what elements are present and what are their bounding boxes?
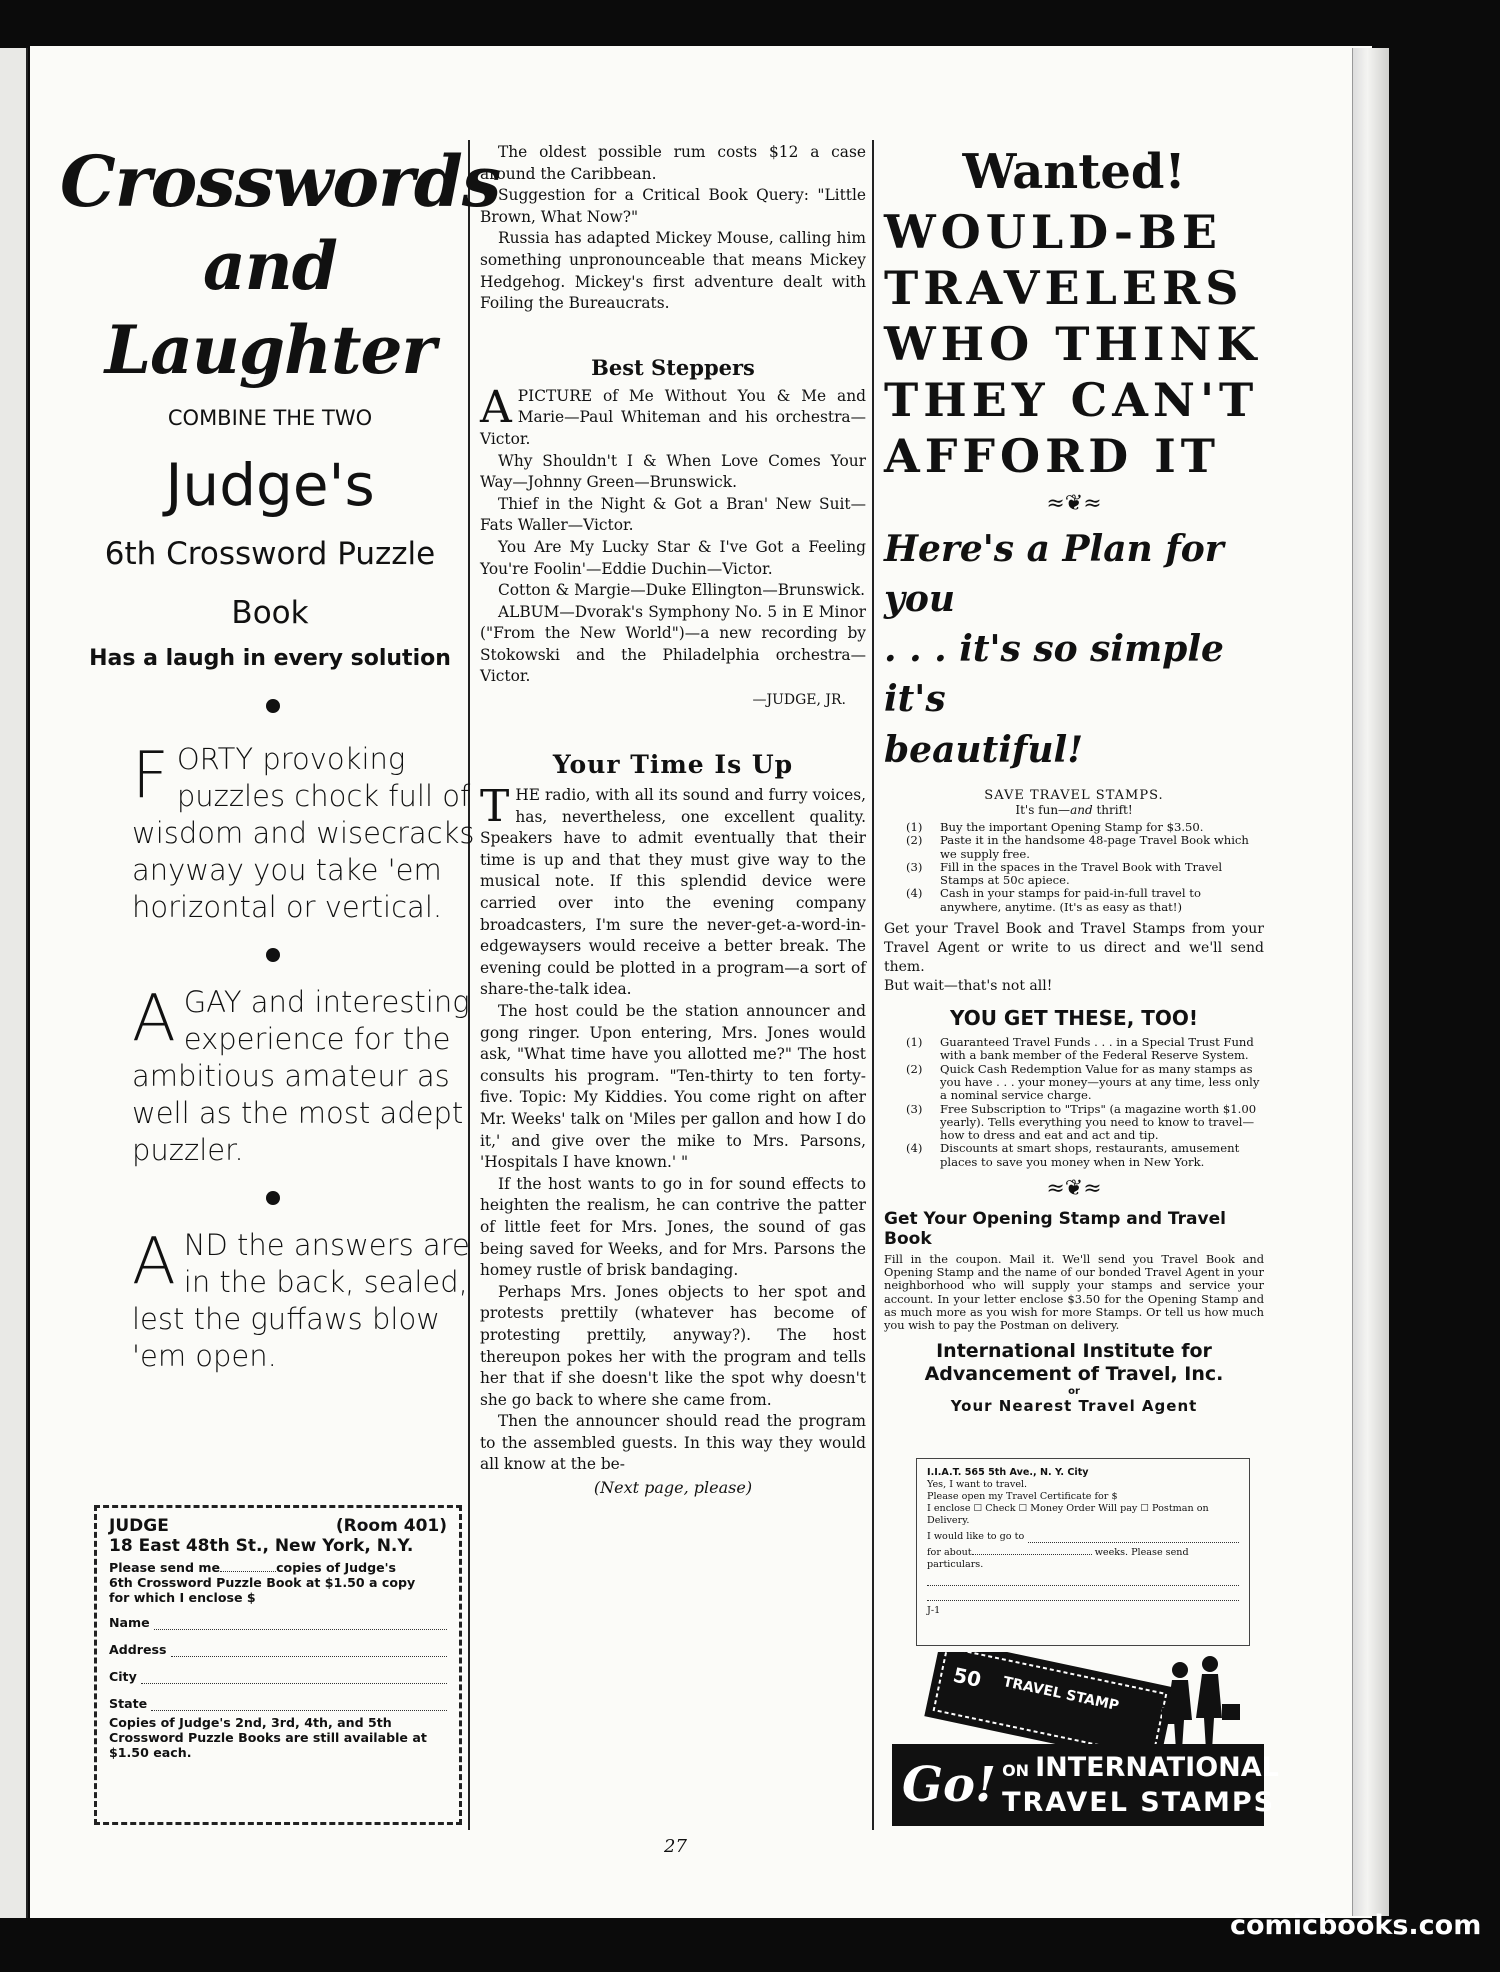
field-line bbox=[972, 1554, 1092, 1555]
field-line bbox=[154, 1615, 447, 1630]
coupon-company: JUDGE bbox=[109, 1516, 169, 1536]
field-label: weeks. Please send particulars. bbox=[927, 1547, 1189, 1570]
time-text: HE radio, with all its sound and furry voices, has, nevertheless, one excellent quality. Speakers have to admit eventually that their time is up and that they must give way to the musical note. If this splendid device were carried over into the evening company broadcasters, I'm sure the never-get-a-word-in-edgewaysers would receive a better break. The evening could be plotted in a program—a sort of share-the-talk idea. bbox=[480, 786, 866, 999]
drop-cap: A bbox=[132, 1225, 176, 1299]
travel-coupon-line: I enclose ☐ Check ☐ Money Order Will pay ☐ Postman on Delivery. bbox=[927, 1503, 1209, 1526]
bullet-2 bbox=[266, 948, 280, 962]
time-paragraph: The host could be the station announcer and gong ringer. Upon entering, Mrs. Jones would ask, "What time have you allotted me?" The host consults his program. "Ten-thirty to ten forty-five. Topic: My Kiddies. You come right on after Mr. Weeks' talk on 'Miles per gallon and how I do it,' and give over the mike to Mrs. Parsons, 'Hospitals I have known.' " bbox=[480, 1002, 866, 1172]
headline-line: THEY CAN'T bbox=[884, 373, 1259, 427]
blank-line bbox=[927, 1571, 1239, 1586]
benefit-number: (4) bbox=[906, 1141, 923, 1156]
ad-title-line-2: and bbox=[203, 227, 337, 305]
field-line bbox=[151, 1696, 447, 1711]
benefit-item bbox=[906, 1103, 1264, 1143]
column-rule-right bbox=[872, 140, 874, 1830]
benefits-list bbox=[906, 1036, 1264, 1169]
duration-field[interactable] bbox=[927, 1547, 1239, 1571]
stepper-item: You Are My Lucky Star & I've Got a Feeling You're Foolin'—Eddie Duchin—Victor. bbox=[480, 537, 866, 578]
drop-cap: F bbox=[132, 739, 169, 813]
travel-stamps-banner bbox=[892, 1744, 1279, 1826]
paragraph-gay bbox=[132, 984, 487, 1169]
coupon-room: (Room 401) bbox=[335, 1516, 447, 1536]
benefit-text: Guaranteed Travel Funds . . . in a Special Trust Fund with a bank member of the Federal Reserve System. bbox=[940, 1035, 1254, 1063]
step-item bbox=[906, 861, 1264, 888]
step-text: Paste it in the handsome 48-page Travel Book which we supply free. bbox=[940, 833, 1249, 861]
steppers-heading: Best Steppers bbox=[591, 354, 755, 380]
headline bbox=[884, 204, 1264, 484]
steps-list bbox=[906, 821, 1264, 914]
banner-international: INTERNATIONAL bbox=[1035, 1751, 1279, 1783]
field-label: I would like to go to bbox=[927, 1531, 1025, 1542]
instruction-part: for which I enclose $ bbox=[109, 1590, 256, 1605]
ad-title-line-1: Crosswords bbox=[60, 140, 501, 223]
coupon-footer: Copies of Judge's 2nd, 3rd, 4th, and 5th Crossword Puzzle Books are still available at $1.50 each. bbox=[109, 1715, 427, 1760]
ornament-icon: ≈❦≈ bbox=[1046, 1176, 1102, 1202]
step-text: Fill in the spaces in the Travel Book with Travel Stamps at 50c apiece. bbox=[940, 859, 1223, 888]
plan-line-3: beautiful! bbox=[884, 729, 1084, 771]
field-line bbox=[1028, 1531, 1239, 1543]
benefit-text: Quick Cash Redemption Value for as many stamps as you have . . . your money—yours at any time, less only a nominal service charge. bbox=[940, 1061, 1260, 1103]
agent-text: Your Nearest Travel Agent bbox=[950, 1397, 1198, 1416]
instruction-part: 6th Crossword Puzzle Book at $1.50 a copy bbox=[109, 1575, 416, 1590]
travelers-icon bbox=[1162, 1656, 1240, 1750]
watermark: comicbooks.com bbox=[1230, 1910, 1482, 1941]
judge-order-coupon[interactable] bbox=[94, 1505, 462, 1825]
benefit-number: (2) bbox=[906, 1061, 923, 1076]
blank-line bbox=[927, 1586, 1239, 1601]
city-field[interactable] bbox=[109, 1669, 447, 1684]
travel-coupon-code: J-1 bbox=[927, 1605, 941, 1616]
wanted-heading: Wanted! bbox=[962, 144, 1186, 200]
drop-cap: T bbox=[480, 781, 510, 833]
benefit-text: Discounts at smart shops, restaurants, amusement places to save you money when in New York. bbox=[940, 1141, 1240, 1169]
step-text: Cash in your stamps for paid-in-full travel to anywhere, anytime. (It's as easy as that!) bbox=[940, 886, 1201, 914]
stepper-text: PICTURE of Me Without You & Me and Marie—Paul Whiteman and his orchestra—Victor. bbox=[480, 386, 866, 448]
banner-line-2: TRAVEL STAMPS bbox=[1002, 1786, 1276, 1818]
plan-line-2: . . . it's so simple it's bbox=[884, 628, 1224, 720]
too-heading: YOU GET THESE, TOO! bbox=[949, 1006, 1199, 1031]
time-paragraph: Perhaps Mrs. Jones objects to her spot and protests prettily (whatever has become of protesting prettily, anyway?). The host thereupon pokes her with the program and tells her that if she doesn't like the spot why doesn't she go back to where she came from. bbox=[480, 1282, 866, 1409]
headline-line: TRAVELERS bbox=[884, 261, 1244, 315]
destination-field[interactable] bbox=[927, 1531, 1239, 1543]
field-line bbox=[171, 1642, 447, 1657]
instruction-part: Please send me bbox=[109, 1560, 221, 1575]
coupon-address: 18 East 48th St., New York, N.Y. bbox=[109, 1536, 414, 1556]
time-paragraph bbox=[480, 781, 866, 1001]
travel-coupon[interactable] bbox=[916, 1458, 1250, 1646]
bullet-1 bbox=[266, 699, 280, 713]
banner-line-1 bbox=[1002, 1752, 1279, 1787]
paragraph-text: GAY and interesting experience for the ambitious amateur as well as the most adept puzzler. bbox=[132, 985, 470, 1167]
stamp-icon bbox=[924, 1652, 1175, 1754]
stepper-item bbox=[480, 381, 866, 451]
travel-coupon-address: I.I.A.T. 565 5th Ave., N. Y. City bbox=[927, 1467, 1089, 1478]
paragraph-answers bbox=[132, 1227, 487, 1375]
benefit-text: Free Subscription to "Trips" (a magazine worth $1.00 yearly). Tells everything you need to know to travel—how to dress and eat and act and tip. bbox=[940, 1101, 1257, 1143]
headline-line: AFFORD IT bbox=[884, 429, 1220, 483]
stepper-item: Thief in the Night & Got a Bran' New Suit—Fats Waller—Victor. bbox=[480, 494, 866, 535]
name-field[interactable] bbox=[109, 1615, 447, 1630]
drop-cap: A bbox=[480, 381, 512, 433]
save-subheading bbox=[884, 803, 1264, 817]
state-field[interactable] bbox=[109, 1696, 447, 1711]
time-paragraph: Then the announcer should read the program to the assembled guests. In this way they would all know at the be- bbox=[480, 1412, 866, 1474]
coupon-header bbox=[109, 1516, 447, 1536]
step-item bbox=[906, 834, 1264, 861]
ad-title-line-3: Laughter bbox=[104, 311, 436, 389]
opening-text: Fill in the coupon. Mail it. We'll send you Travel Book and Opening Stamp and the name of our bonded Travel Agent in your neighborhood who will supply your stamps and service your account. In your letter enclose $3.50 for the Opening Stamp and as much more as you wish for more Stamps. Or tell us how much you wish to pay the Postman on delivery. bbox=[884, 1252, 1264, 1333]
stamp-label: TRAVEL STAMP bbox=[1001, 1673, 1121, 1715]
plan-line-1: Here's a Plan for you bbox=[884, 528, 1224, 620]
institute-name-2: Advancement of Travel, Inc. bbox=[924, 1363, 1224, 1386]
step-number: (1) bbox=[906, 820, 923, 834]
or-text: or bbox=[1068, 1386, 1080, 1398]
book-title-line-1: 6th Crossword Puzzle bbox=[104, 536, 436, 572]
next-page-link[interactable]: (Next page, please) bbox=[593, 1478, 753, 1498]
travel-stamp-illustration bbox=[910, 1652, 1266, 1754]
crossword-ad bbox=[60, 140, 501, 1375]
benefit-number: (1) bbox=[906, 1035, 923, 1050]
paragraph-text: ND the answers are in the back, sealed, lest the guffaws blow 'em open. bbox=[132, 1228, 470, 1373]
benefit-item bbox=[906, 1063, 1264, 1103]
intro-item: Russia has adapted Mickey Mouse, calling him something unpronounceable that means Mickey Hedgehog. Mickey's first adventure dealt with Foiling the Bureaucrats. bbox=[480, 229, 866, 313]
paragraph-text: ORTY provoking puzzles chock full of wisdom and wisecracks anyway you take 'em horizontal or vertical. bbox=[132, 742, 475, 924]
combine-text: COMBINE THE TWO bbox=[167, 406, 373, 430]
intro-item: Suggestion for a Critical Book Query: "Little Brown, What Now?" bbox=[480, 186, 866, 226]
stepper-item: Cotton & Margie—Duke Ellington—Brunswick. bbox=[498, 581, 866, 600]
but-wait-text: But wait—that's not all! bbox=[884, 978, 1053, 995]
travel-coupon-line: Yes, I want to travel. bbox=[927, 1479, 1028, 1490]
sub-part: thrift! bbox=[1092, 803, 1133, 817]
stamp-value: 50 bbox=[951, 1662, 984, 1692]
sub-part: It's fun— bbox=[1015, 803, 1071, 817]
book-title-line-2: Book bbox=[231, 595, 309, 631]
step-text: Buy the important Opening Stamp for $3.50. bbox=[940, 820, 1204, 834]
tagline: Has a laugh in every solution bbox=[89, 646, 451, 671]
page-number: 27 bbox=[664, 1836, 687, 1857]
page-edge bbox=[1352, 48, 1389, 1916]
headline-line: WHO THINK bbox=[884, 317, 1262, 371]
ornament-icon: ≈❦≈ bbox=[1046, 491, 1102, 516]
coupon-instructions bbox=[109, 1560, 447, 1605]
step-item bbox=[906, 887, 1264, 914]
banner-on: ON bbox=[1002, 1760, 1030, 1780]
headline-line: WOULD-BE bbox=[884, 205, 1222, 259]
institute-name-1: International Institute for bbox=[936, 1340, 1212, 1363]
editorial-column bbox=[480, 142, 866, 1497]
address-field[interactable] bbox=[109, 1642, 447, 1657]
brand-name: Judge's bbox=[165, 451, 375, 519]
stepper-item: ALBUM—Dvorak's Symphony No. 5 in E Minor ("From the New World")—a new recording by Stokowski and the Philadelphia orchestra—Victor. bbox=[480, 602, 866, 686]
travel-ad bbox=[884, 140, 1264, 1415]
stepper-item: Why Shouldn't I & When Love Comes Your Way—Johnny Green—Brunswick. bbox=[480, 451, 866, 492]
go-text: Go! bbox=[902, 1757, 997, 1813]
step-number: (2) bbox=[906, 833, 923, 848]
steppers-signature: —JUDGE, JR. bbox=[752, 692, 846, 709]
benefit-number: (3) bbox=[906, 1101, 923, 1116]
step-item bbox=[906, 821, 1264, 834]
benefit-item bbox=[906, 1036, 1264, 1063]
field-line bbox=[141, 1669, 447, 1684]
time-paragraph: If the host wants to go in for sound effects to heighten the realism, he can contrive the patter of little feet for Mrs. Jones, the sound of gas being saved for Weeks, and for Mrs. Parsons the homey rustle of brisk bandaging. bbox=[480, 1174, 866, 1280]
travel-coupon-line: Please open my Travel Certificate for $ bbox=[927, 1491, 1118, 1502]
step-number: (3) bbox=[906, 859, 923, 874]
drop-cap: A bbox=[132, 982, 176, 1056]
quantity-field[interactable] bbox=[220, 1571, 276, 1572]
get-book-text: Get your Travel Book and Travel Stamps from your Travel Agent or write to us direct and we'll send them. bbox=[884, 921, 1264, 976]
field-label: for about bbox=[927, 1547, 972, 1558]
sub-part: and bbox=[1070, 803, 1093, 817]
banner-text bbox=[1002, 1752, 1279, 1819]
save-heading: SAVE TRAVEL STAMPS. bbox=[984, 788, 1164, 803]
field-label: Name bbox=[109, 1615, 150, 1630]
field-label: Address bbox=[109, 1642, 167, 1657]
instruction-part: copies of Judge's bbox=[276, 1560, 397, 1575]
field-label: State bbox=[109, 1696, 148, 1711]
facing-page-edge bbox=[0, 48, 28, 1918]
opening-heading: Get Your Opening Stamp and Travel Book bbox=[884, 1209, 1226, 1250]
bullet-3 bbox=[266, 1191, 280, 1205]
step-number: (4) bbox=[906, 886, 923, 901]
time-heading: Your Time Is Up bbox=[552, 750, 794, 780]
field-label: City bbox=[109, 1669, 137, 1684]
paragraph-forty bbox=[132, 741, 487, 926]
benefit-item bbox=[906, 1142, 1264, 1169]
intro-item: The oldest possible rum costs $12 a case around the Caribbean. bbox=[480, 143, 866, 183]
